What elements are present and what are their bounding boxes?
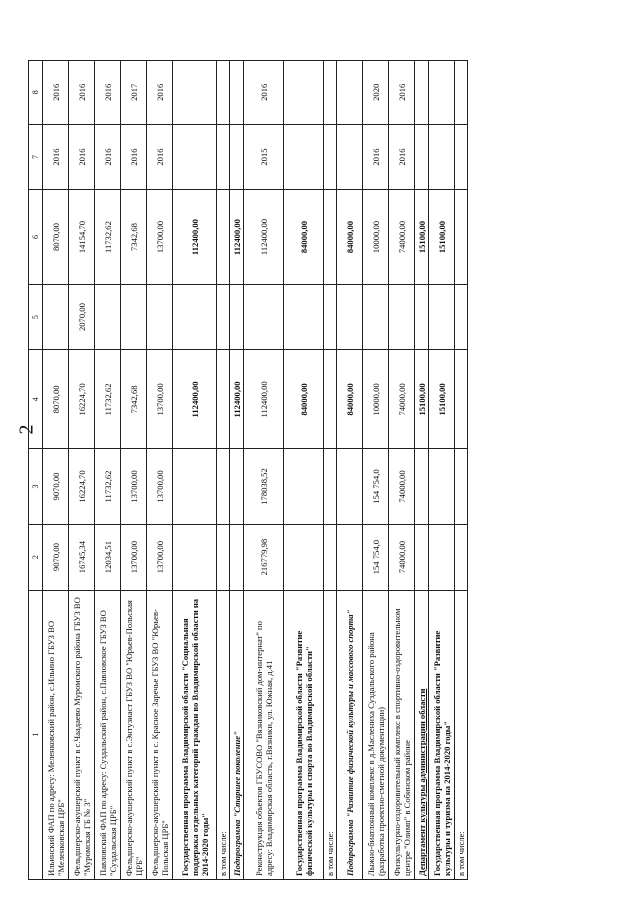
cell-c3 xyxy=(455,449,468,524)
cell-c4: 13700,00 xyxy=(147,350,173,449)
table-row xyxy=(284,61,324,880)
header-row xyxy=(29,61,43,880)
cell-c2: 13700,00 xyxy=(121,524,147,590)
cell-c8 xyxy=(230,61,244,125)
cell-c8 xyxy=(415,61,429,125)
cell-c8: 2016 xyxy=(69,61,95,125)
row-name: Ильинский ФАП по адресу: Меленковский район, с.Ильино ГБУЗ ВО "Меленковская ЦРБ" xyxy=(43,590,69,879)
cell-c7: 2015 xyxy=(244,124,284,190)
cell-c7 xyxy=(173,124,217,190)
cell-c6: 15100,00 xyxy=(429,190,455,284)
row-name: Лыжно-биатлонный комплекс в д.Мaслениха Суздальского района (разработка проектно-сметной документации) xyxy=(363,590,389,879)
cell-c3 xyxy=(429,449,455,524)
cell-c7 xyxy=(429,124,455,190)
rotated-table-sheet xyxy=(28,60,602,880)
cell-c8: 2017 xyxy=(121,61,147,125)
cell-c4: 8070,00 xyxy=(43,350,69,449)
cell-c2 xyxy=(217,524,230,590)
cell-c5 xyxy=(230,284,244,350)
cell-c8: 2016 xyxy=(147,61,173,125)
row-name: в том числе: xyxy=(455,590,468,879)
cell-c7: 2016 xyxy=(95,124,121,190)
cell-c6: 112400,00 xyxy=(244,190,284,284)
row-name: Фельдшерско-акушерский пункт в с.Энтузиаст ГБУЗ ВО "Юрьев-Польская ЦРБ" xyxy=(121,590,147,879)
cell-c2: 13700,00 xyxy=(147,524,173,590)
cell-c4: 84000,00 xyxy=(337,350,363,449)
cell-c5 xyxy=(244,284,284,350)
column-header: 1 xyxy=(29,590,43,879)
cell-c4: 112400,00 xyxy=(173,350,217,449)
cell-c4: 112400,00 xyxy=(244,350,284,449)
column-header: 6 xyxy=(29,190,43,284)
cell-c3 xyxy=(173,449,217,524)
column-header: 3 xyxy=(29,449,43,524)
cell-c4: 10000,00 xyxy=(363,350,389,449)
cell-c3: 74000,00 xyxy=(389,449,415,524)
cell-c5 xyxy=(95,284,121,350)
cell-c3: 178038,52 xyxy=(244,449,284,524)
cell-c4: 7342,68 xyxy=(121,350,147,449)
cell-c8: 2016 xyxy=(244,61,284,125)
table-row xyxy=(455,61,468,880)
table-row xyxy=(43,61,69,880)
cell-c7 xyxy=(284,124,324,190)
cell-c4: 15100,00 xyxy=(429,350,455,449)
cell-c8 xyxy=(429,61,455,125)
cell-c8 xyxy=(173,61,217,125)
row-name: Государственная программа Владимирской области "Развитие культуры и туризма на 2014-2020 годы" xyxy=(429,590,455,879)
cell-c7: 2016 xyxy=(147,124,173,190)
table-row xyxy=(230,61,244,880)
cell-c3: 154 754,0 xyxy=(363,449,389,524)
cell-c3 xyxy=(324,449,337,524)
cell-c2 xyxy=(230,524,244,590)
cell-c8: 2016 xyxy=(43,61,69,125)
cell-c3 xyxy=(230,449,244,524)
cell-c5 xyxy=(363,284,389,350)
cell-c5 xyxy=(337,284,363,350)
cell-c8: 2016 xyxy=(389,61,415,125)
cell-c2 xyxy=(415,524,429,590)
cell-c6: 14154,70 xyxy=(69,190,95,284)
cell-c8: 2020 xyxy=(363,61,389,125)
cell-c6 xyxy=(324,190,337,284)
row-name: Павловский ФАП по адресу: Суздальский район, с.Павловское ГБУЗ ВО "Суздальская ЦРБ" xyxy=(95,590,121,879)
cell-c4 xyxy=(217,350,230,449)
cell-c3: 13700,00 xyxy=(121,449,147,524)
row-name: Подпрограмма "Старшее поколение" xyxy=(230,590,244,879)
cell-c2 xyxy=(324,524,337,590)
cell-c5 xyxy=(217,284,230,350)
table-row xyxy=(147,61,173,880)
cell-c4: 84000,00 xyxy=(284,350,324,449)
cell-c7: 2016 xyxy=(121,124,147,190)
budget-table xyxy=(28,60,468,880)
cell-c6: 8070,00 xyxy=(43,190,69,284)
cell-c4 xyxy=(455,350,468,449)
cell-c8 xyxy=(337,61,363,125)
row-name: Департамент культуры администрации области xyxy=(415,590,429,879)
row-name: Государственная программа Владимирской области "Социальная поддержка отдельных категорий граждан во Владимирской области на 2014-2020 годы" xyxy=(173,590,217,879)
cell-c7: 2016 xyxy=(43,124,69,190)
row-name: Реконструкция объектов ГБУСОВО "Вязниковский дом-интернат" по адресу: Владимирская область, г.Вязники, ул. Южная, д.41 xyxy=(244,590,284,879)
cell-c2: 74000,00 xyxy=(389,524,415,590)
cell-c5 xyxy=(284,284,324,350)
cell-c8 xyxy=(217,61,230,125)
table-row xyxy=(429,61,455,880)
cell-c3 xyxy=(217,449,230,524)
cell-c6: 84000,00 xyxy=(284,190,324,284)
cell-c2: 154 754,0 xyxy=(363,524,389,590)
cell-c6: 15100,00 xyxy=(415,190,429,284)
cell-c6: 11732,62 xyxy=(95,190,121,284)
cell-c6: 7342,68 xyxy=(121,190,147,284)
cell-c7 xyxy=(230,124,244,190)
table-row xyxy=(415,61,429,880)
cell-c5 xyxy=(324,284,337,350)
cell-c6 xyxy=(455,190,468,284)
cell-c3 xyxy=(415,449,429,524)
cell-c7 xyxy=(455,124,468,190)
table-row xyxy=(121,61,147,880)
cell-c7 xyxy=(415,124,429,190)
table-body xyxy=(43,61,468,880)
cell-c6: 112400,00 xyxy=(173,190,217,284)
cell-c6: 112400,00 xyxy=(230,190,244,284)
cell-c2 xyxy=(284,524,324,590)
cell-c5 xyxy=(389,284,415,350)
table-row xyxy=(69,61,95,880)
row-name: в том числе: xyxy=(217,590,230,879)
cell-c7 xyxy=(217,124,230,190)
row-name: Подпрограмма "Развитие физической культуры и массового спорта" xyxy=(337,590,363,879)
cell-c2: 9070,00 xyxy=(43,524,69,590)
table-row xyxy=(363,61,389,880)
row-name: Фельдшерско-акушерский пункт в с. Красное Заречье ГБУЗ ВО "Юрьев-Польская ЦРБ" xyxy=(147,590,173,879)
cell-c3: 11732,62 xyxy=(95,449,121,524)
cell-c4: 15100,00 xyxy=(415,350,429,449)
cell-c5 xyxy=(147,284,173,350)
cell-c2 xyxy=(337,524,363,590)
cell-c5 xyxy=(455,284,468,350)
table-row xyxy=(337,61,363,880)
cell-c3 xyxy=(284,449,324,524)
cell-c5 xyxy=(43,284,69,350)
table-row xyxy=(173,61,217,880)
column-header: 8 xyxy=(29,61,43,125)
cell-c4: 16224,70 xyxy=(69,350,95,449)
cell-c6: 10000,00 xyxy=(363,190,389,284)
cell-c4 xyxy=(324,350,337,449)
cell-c4: 112400,00 xyxy=(230,350,244,449)
cell-c8 xyxy=(284,61,324,125)
cell-c2 xyxy=(429,524,455,590)
row-name: Фельдшерско-акушерский пункт в с.Чаадаево Муромского района ГБУЗ ВО "Муромская ГБ № 3" xyxy=(69,590,95,879)
column-header: 2 xyxy=(29,524,43,590)
table-row xyxy=(217,61,230,880)
cell-c7 xyxy=(324,124,337,190)
cell-c2: 12034,51 xyxy=(95,524,121,590)
page-number: 2 xyxy=(15,424,38,435)
column-header: 7 xyxy=(29,124,43,190)
cell-c2 xyxy=(455,524,468,590)
cell-c2: 16745,34 xyxy=(69,524,95,590)
row-name: Государственная программа Владимирской области "Развитие физической культуры и спорта во Владимирской области" xyxy=(284,590,324,879)
cell-c6: 74000,00 xyxy=(389,190,415,284)
cell-c5 xyxy=(173,284,217,350)
cell-c3: 13700,00 xyxy=(147,449,173,524)
cell-c4: 74000,00 xyxy=(389,350,415,449)
cell-c7: 2016 xyxy=(363,124,389,190)
cell-c4: 11732,62 xyxy=(95,350,121,449)
cell-c8 xyxy=(455,61,468,125)
cell-c3 xyxy=(337,449,363,524)
cell-c5 xyxy=(415,284,429,350)
cell-c6 xyxy=(217,190,230,284)
cell-c7: 2016 xyxy=(389,124,415,190)
table-row xyxy=(244,61,284,880)
cell-c7 xyxy=(337,124,363,190)
row-name: Физкультурно-оздоровительный комплекс в спортивно-оздоровительном центре "Олимп" в Собинском районе xyxy=(389,590,415,879)
cell-c6: 84000,00 xyxy=(337,190,363,284)
cell-c3: 16224,70 xyxy=(69,449,95,524)
table-row xyxy=(95,61,121,880)
column-header: 4 xyxy=(29,350,43,449)
column-header: 5 xyxy=(29,284,43,350)
cell-c5 xyxy=(121,284,147,350)
cell-c5: 2070,00 xyxy=(69,284,95,350)
table-row xyxy=(389,61,415,880)
cell-c7: 2016 xyxy=(69,124,95,190)
table-row xyxy=(324,61,337,880)
cell-c8: 2016 xyxy=(95,61,121,125)
cell-c2: 216779,98 xyxy=(244,524,284,590)
cell-c2 xyxy=(173,524,217,590)
cell-c3: 9070,00 xyxy=(43,449,69,524)
row-name: в том числе: xyxy=(324,590,337,879)
cell-c5 xyxy=(429,284,455,350)
cell-c8 xyxy=(324,61,337,125)
cell-c6: 13700,00 xyxy=(147,190,173,284)
